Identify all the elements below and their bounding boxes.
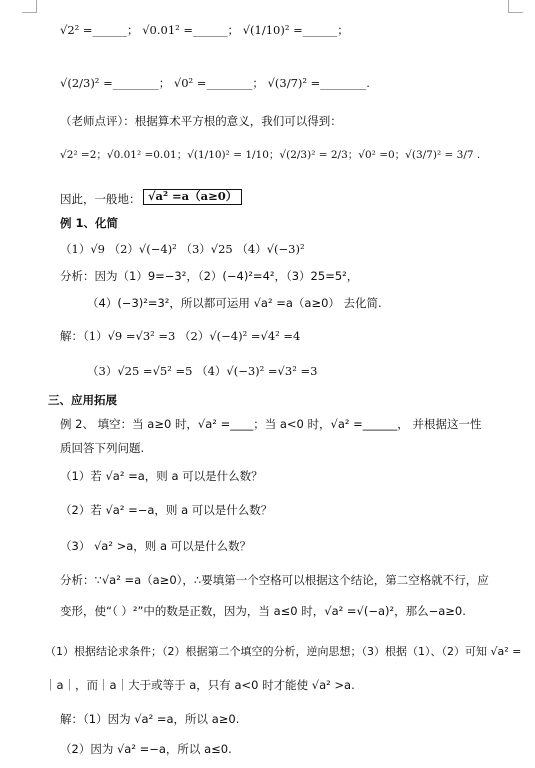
- general-rule-intro: 因此，一般地：: [60, 192, 141, 206]
- teacher-comment: （老师点评）：根据算术平方根的意义，我们可以得到：: [60, 114, 342, 128]
- analysis-2-line-2: 变形，使“（ ）²”中的数是正数，因为，当 a≤0 时，√a² =√(−a)²，那么−a≥0.: [60, 604, 466, 618]
- example-2-part-1: （1）若 √a² =a，则 a 可以是什么数？: [60, 469, 263, 483]
- general-rule-box: √a² =a（a≥0）: [143, 189, 242, 205]
- analysis-2-line-3: （1）根据结论求条件；（2）根据第二个填空的分析，逆向思想；（3）根据（1）、（2）可知 √a² =: [45, 645, 522, 658]
- worked-results: √2² =2；√0.01² =0.01；√(1/10)² = 1/10；√(2/3)² = 2/3；√0² =0；√(3/7)² = 3/7 .: [60, 149, 481, 161]
- solution-1-line-2: （3）√25 =√5² =5 （4）√(−3)² =√3² =3: [87, 364, 318, 378]
- example-1-items: （1）√9 （2）√(−4)² （3）√25 （4）√(−3)²: [60, 242, 305, 256]
- page-corner-mark: [22, 0, 37, 13]
- page-corner-mark: [508, 0, 523, 13]
- example-2-question: 例 2、 填空：当 a≥0 时，√a² =____；当 a<0 时，√a² =______， 并根据这一性: [60, 417, 482, 431]
- analysis-1-line-1: 分析：因为（1）9=−3²，（2）(−4)²=4²，（3）25=5²，: [60, 269, 359, 283]
- example-2-part-2: （2）若 √a² =−a，则 a 可以是什么数？: [60, 503, 273, 517]
- solution-2-line-1: 解：（1）因为 √a² =a，所以 a≥0.: [60, 712, 240, 726]
- analysis-1-line-2: （4）(−3)²=3²，所以都可运用 √a² =a（a≥0） 去化简.: [87, 296, 382, 310]
- analysis-2-line-4: ｜a｜，而｜a｜大于或等于 a，只有 a<0 时才能使 √a² >a.: [45, 678, 355, 692]
- example-2-part-3: （3） √a² >a，则 a 可以是什么数？: [60, 539, 252, 553]
- example-1-title: 例 1、化简: [60, 216, 119, 230]
- solution-2-line-2: （2）因为 √a² =−a，所以 a≤0.: [60, 742, 232, 756]
- analysis-2-line-1: 分析：∵√a² =a（a≥0），∴要填第一个空格可以根据这个结论，第二空格就不行，应: [60, 573, 489, 587]
- solution-1-line-1: 解：（1）√9 =√3² =3 （2）√(−4)² =√4² =4: [60, 329, 301, 343]
- example-2-question-cont: 质回答下列问题.: [60, 441, 145, 455]
- exercise-line-2: √(2/3)² =________； √0² =________； √(3/7)² =________.: [60, 76, 370, 90]
- section-heading: 三、应用拓展: [48, 393, 117, 407]
- exercise-line-1: √2² =______； √0.01² =______； √(1/10)² =______；: [60, 23, 349, 37]
